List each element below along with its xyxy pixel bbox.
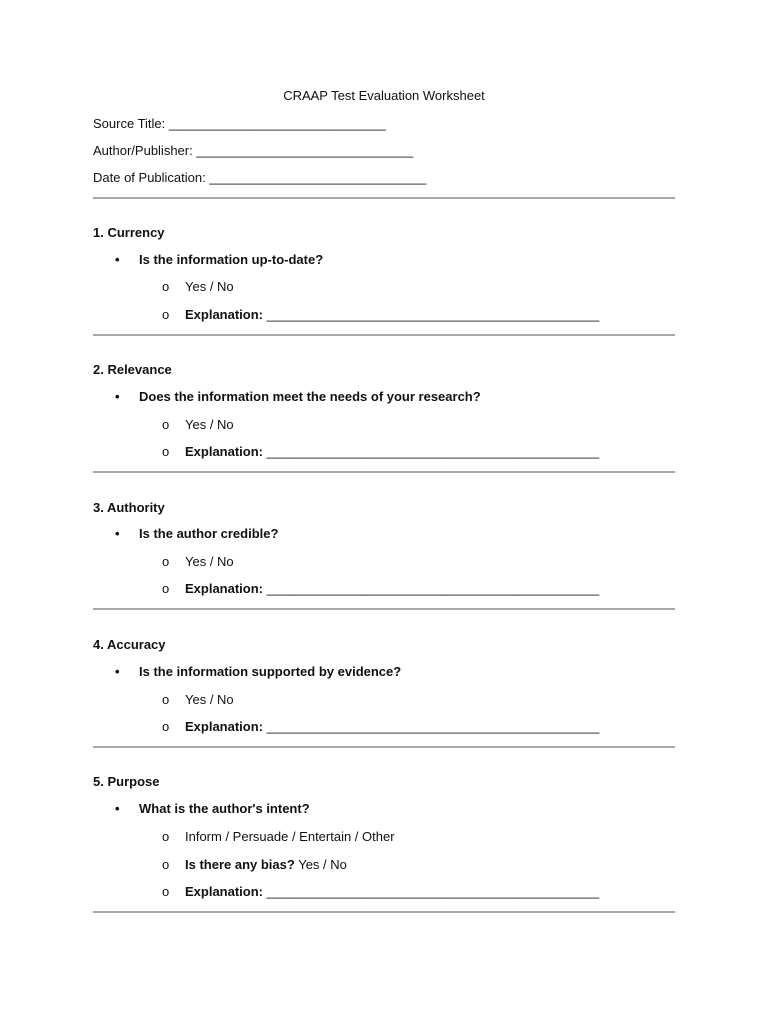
answer-intent-options [162,828,395,846]
sub-bullet-icon: o [162,581,170,596]
answer-yes-no-accuracy [162,691,234,709]
section-divider [93,334,675,336]
answer-yes-no-currency [162,278,234,296]
sub-bullet-icon: o [162,554,170,569]
section-divider [93,746,675,748]
question-text: Is the author credible? [139,526,279,541]
answer-options[interactable]: Yes / No [185,279,234,294]
sub-bullet-icon: o [162,857,170,872]
sub-bullet-icon: o [162,884,170,899]
date-of-publication-field[interactable]: ______________________________ [209,170,427,185]
question-authority [115,525,278,543]
author-publisher-row [93,142,413,160]
date-of-publication-row [93,169,426,187]
sub-bullet-icon: o [162,279,170,294]
answer-options[interactable]: Yes / No [185,417,234,432]
section-title-accuracy: 4. Accuracy [93,637,166,652]
explanation-field[interactable]: ______________________________________________ [266,581,600,596]
bullet-icon: • [115,664,120,679]
section-divider [93,471,675,473]
explanation-label: Explanation: [185,884,264,899]
source-title-row [93,115,386,133]
sub-bullet-icon: o [162,417,170,432]
section-title-authority: 3. Authority [93,500,165,515]
question-purpose [115,800,310,818]
date-of-publication-label: Date of Publication: [93,170,206,185]
section-title-relevance: 2. Relevance [93,362,172,377]
bias-label: Is there any bias? [185,857,295,872]
explanation-field[interactable]: ______________________________________________ [266,444,600,459]
answer-options[interactable]: Yes / No [185,692,234,707]
question-text: Does the information meet the needs of your research? [139,389,481,404]
section-divider [93,911,675,913]
bias-answer-options[interactable]: Yes / No [298,857,347,872]
question-text: Is the information up-to-date? [139,252,324,267]
answer-options[interactable]: Inform / Persuade / Entertain / Other [185,829,395,844]
bullet-icon: • [115,389,120,404]
explanation-row-currency [162,306,599,324]
answer-options[interactable]: Yes / No [185,554,234,569]
section-title-currency: 1. Currency [93,225,165,240]
answer-yes-no-relevance [162,416,234,434]
explanation-field[interactable]: ______________________________________________ [266,719,600,734]
sub-bullet-icon: o [162,692,170,707]
explanation-label: Explanation: [185,719,264,734]
page-title: CRAAP Test Evaluation Worksheet [283,88,485,103]
section-title-purpose: 5. Purpose [93,774,160,789]
sub-bullet-icon: o [162,444,170,459]
bullet-icon: • [115,801,120,816]
section-divider [93,197,675,199]
author-publisher-field[interactable]: ______________________________ [196,143,414,158]
question-text: What is the author's intent? [139,801,310,816]
author-publisher-label: Author/Publisher: [93,143,193,158]
explanation-row-purpose [162,883,599,901]
sub-bullet-icon: o [162,829,170,844]
question-relevance [115,388,481,406]
section-divider [93,608,675,610]
question-currency [115,251,323,269]
question-text: Is the information supported by evidence? [139,664,402,679]
sub-bullet-icon: o [162,719,170,734]
source-title-label: Source Title: [93,116,166,131]
question-accuracy [115,663,401,681]
bias-row [162,856,347,874]
explanation-row-relevance [162,443,599,461]
answer-yes-no-authority [162,553,234,571]
explanation-row-accuracy [162,718,599,736]
sub-bullet-icon: o [162,307,170,322]
source-title-field[interactable]: ______________________________ [168,116,386,131]
explanation-label: Explanation: [185,581,264,596]
explanation-row-authority [162,580,599,598]
explanation-label: Explanation: [185,444,264,459]
explanation-label: Explanation: [185,307,264,322]
explanation-field[interactable]: ______________________________________________ [266,884,600,899]
bullet-icon: • [115,252,120,267]
explanation-field[interactable]: ______________________________________________ [266,307,600,322]
bullet-icon: • [115,526,120,541]
